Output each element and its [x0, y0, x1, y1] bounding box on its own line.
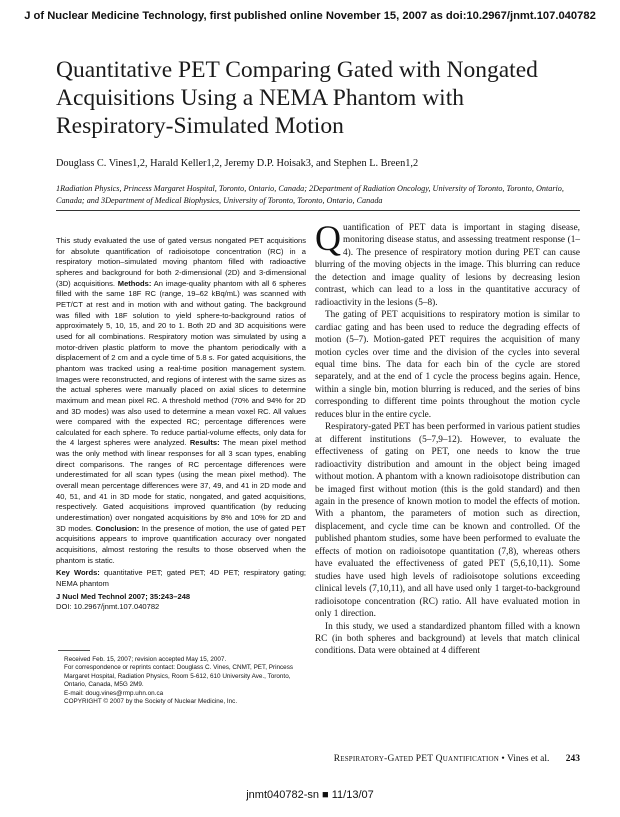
- abstract-methods: An image-quality phantom with all 6 spheres filled with the same 18F RC (range, 19–62 kBq/mL) was scanned with PET/CT at rest and in motion with and without gating. The background was filled with 18F solution to yield sphere-to-background ratios of approximately 5, 10, 15, and 20 to 1. Both 2D and 3D acquisitions were used for all combinations. Respiratory motion was simulated by using a motor-driven plastic platform to move the phantom periodically with a displacement of 2 cm and a cycle time of 5.8 s. For gated acquisitions, the phantom was tracked using a real-time position management system. Images were reconstructed, and regions of interest with the same sizes as the actual spheres were manually placed on axial slices to determine maximum and mean pixel RC. A threshold method (70% and 94% for 2D and 3D modes) was also used to determine a mean voxel RC. All values were compared with the expected RC; percentage differences were calculated for each sphere. To reduce partial-volume effects, only data for the 4 largest spheres were analyzed.: [56, 278, 306, 448]
- footnotes: [58, 656, 308, 706]
- results-label: Results:: [189, 438, 220, 448]
- journal-banner: J of Nuclear Medicine Technology, first published online November 15, 2007 as doi:10.2967/jnmt.107.040782: [24, 10, 596, 22]
- doi-text: DOI: 10.2967/jnmt.107.040782: [56, 602, 160, 612]
- drop-cap: Q: [315, 218, 341, 258]
- footer-authors: Vines et al.: [506, 754, 550, 764]
- correspondence-note: For correspondence or reprints contact: Douglass C. Vines, CNMT, PET, Princess Margaret Hospital, Radiation Physics, Room 5-612, 610 University Ave., Toronto, Ontario, Canada, M5G 2M9.: [64, 664, 294, 689]
- body-paragraph-3: Respiratory-gated PET has been performed in various patient studies at different institutions (5–7,9–12). However, to evaluate the effectiveness of gating on PET, one needs to know the true radioactivity distribution and amount in the object being imaged without motion. A phantom with a known radioisotope distribution can be imaged first without motion (this is the gold standard) and then again in the presence of known motion to model the effects of motion. With a phantom, the parameters of motion such as direction, displacement, and cycle time can be known and controlled. Of the published phantom studies, some have been performed to evaluate the effects of motion on radioisotope quantitation (7,8), whereas others have evaluated the effectiveness of gated PET (5,6,10,11). Some studies have used high levels of radioisotope solutions exceeding clinical levels (7,10,11), and all have used only 1 target-to-background radioisotope concentration (RC) ratio. All have evaluated motion in only 1 direction.: [315, 422, 580, 620]
- doi: [56, 602, 306, 613]
- keywords-text: quantitative PET; gated PET; 4D PET; respiratory gating; NEMA phantom: [56, 568, 307, 588]
- affiliations: 1Radiation Physics, Princess Margaret Hospital, Toronto, Ontario, Canada; 2Department of Radiation Oncology, University of Toronto, Toronto, Ontario, Canada; and 3Department of Medical Biophysics, University of Toronto, Toronto, Ontario, Canada: [56, 184, 564, 205]
- author-list: Douglass C. Vines1,2, Harald Keller1,2, Jeremy D.P. Hoisak3, and Stephen L. Breen1,2: [56, 158, 419, 169]
- abstract-intro: This study evaluated the use of gated versus nongated PET acquisitions for absolute quantification of radioisotope concentration (RC) in a respiratory motion–simulated moving phantom filled with radioactive spheres and background for both 2-dimensional (2D) and 3-dimensional (3D) acquisitions.: [56, 236, 306, 288]
- received-note: Received Feb. 15, 2007; revision accepted May 15, 2007.: [64, 656, 227, 663]
- footer-bullet: •: [501, 754, 505, 764]
- citation-text: J Nucl Med Technol 2007; 35:243–248: [56, 591, 191, 601]
- running-title: Respiratory-Gated PET Quantification: [333, 754, 500, 764]
- abstract-results: The mean pixel method was the only method with linear responses for all 3 scan types, enabling direct comparisons. The ranges of RC percentage differences were underestimated for all scan types (using the mean pixel method). The overall mean percentage differences were 37, 49, and 41 in 2D mode and 40, 51, and 41 in 3D mode for static, nongated, and gated acquisitions, respectively. Gated acquisitions improved quantification (by reducing underestimation) over nongated acquisitions by 8% and 10% for 2D and 3D modes.: [56, 438, 306, 533]
- page-footer: [334, 754, 580, 764]
- article-title: Quantitative PET Comparing Gated with Nongated Acquisitions Using a NEMA Phantom with Respiratory-Simulated Motion: [56, 57, 538, 139]
- page-number: 243: [565, 754, 580, 764]
- job-line: jnmt040782-sn ■ 11/13/07: [246, 789, 374, 801]
- copyright-note: COPYRIGHT © 2007 by the Society of Nuclear Medicine, Inc.: [64, 698, 238, 706]
- abstract-conclusion: In the presence of motion, the use of gated PET acquisitions appears to improve quantification accuracy over nongated acquisitions, almost restoring the results to those observed when the phantom is static.: [56, 523, 307, 565]
- citation: [56, 592, 306, 603]
- footnote-divider: [58, 650, 90, 651]
- abstract-text: [56, 236, 306, 566]
- conclusion-label: Conclusion:: [95, 523, 140, 533]
- body-paragraph-2: The gating of PET acquisitions to respiratory motion is similar to cardiac gating and has been used to reduce the degrading effects of motion (5–7). Motion-gated PET requires the acquisition of many motion cycles over time and the division of the cycles into several equal time bins. The data for each bin of the cycle are stored separately, and at the end of 1 cycle the process begins again. Hence, within a single bin, motion blurring is reduced, and the series of bins corresponding to different time points throughout the motion cycle reduces blur in the entire cycle.: [315, 310, 580, 420]
- body-paragraph-1: [315, 218, 580, 309]
- email-note: E-mail: doug.vines@rmp.uhn.on.ca: [64, 689, 164, 697]
- body-text: [315, 218, 580, 658]
- keywords-label: Key Words:: [56, 568, 100, 578]
- body-paragraph-1-text: uantification of PET data is important in staging disease, monitoring disease status, and assessing treatment response (1–4). The presence of respiratory motion during PET can cause blurring of the moving objects in the image. This blurring can reduce the detection and image quality of lesions by decreasing lesion contrast, which can lead to a loss in the quantitative accuracy of radioactivity in the lesions (5–8).: [315, 223, 580, 308]
- abstract: [56, 236, 306, 613]
- methods-label: Methods:: [117, 278, 152, 288]
- body-paragraph-4: In this study, we used a standardized phantom filled with a known RC (in both spheres and background) at levels that match clinical conditions. Data were obtained at 4 different: [315, 621, 580, 657]
- keywords: [56, 568, 306, 589]
- header-divider: [56, 210, 580, 211]
